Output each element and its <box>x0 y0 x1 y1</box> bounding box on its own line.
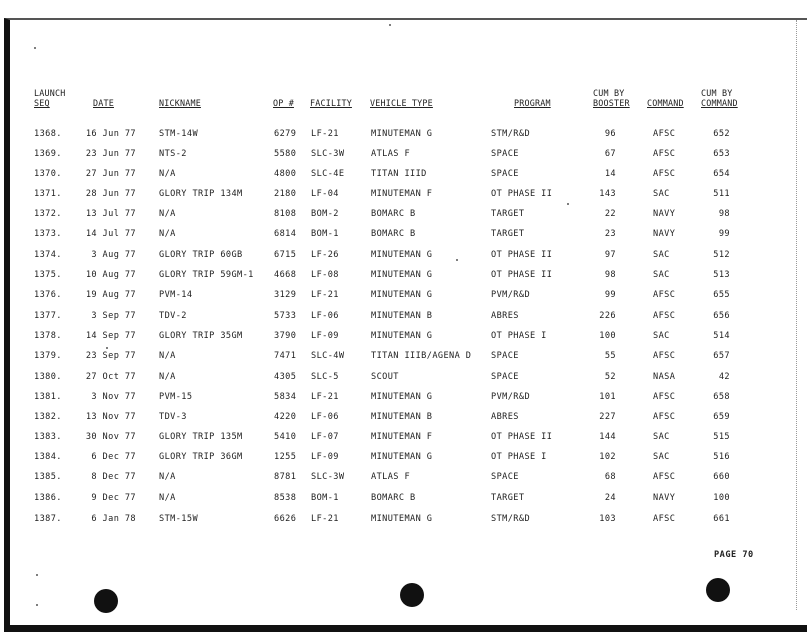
cell-date: 28 Jun 77 <box>85 189 136 199</box>
table-row <box>0 270 811 281</box>
cell-program: SPACE <box>491 351 519 361</box>
cell-date: 8 Dec 77 <box>91 472 136 482</box>
cell-vehicle: MINUTEMAN G <box>371 392 433 402</box>
cell-nickname: GLORY TRIP 60GB <box>159 250 243 260</box>
cell-command: NAVY <box>653 229 676 239</box>
cell-vehicle: BOMARC B <box>371 209 416 219</box>
cell-command: AFSC <box>653 514 676 524</box>
cell-facility: LF-07 <box>311 432 339 442</box>
cell-program: STM/R&D <box>491 129 531 139</box>
cell-cum-command: 654 <box>713 169 730 179</box>
cell-op: 8781 <box>274 472 297 482</box>
cell-nickname: GLORY TRIP 35GM <box>159 331 243 341</box>
cell-program: SPACE <box>491 149 519 159</box>
cell-facility: SLC-5 <box>311 372 339 382</box>
cell-nickname: PVM-14 <box>159 290 193 300</box>
cell-cum-booster: 68 <box>604 472 616 482</box>
cell-nickname: GLORY TRIP 36GM <box>159 452 243 462</box>
cell-facility: SLC-3W <box>311 472 345 482</box>
cell-cum-command: 514 <box>713 331 730 341</box>
cell-command: AFSC <box>653 351 676 361</box>
cell-cum-command: 653 <box>713 149 730 159</box>
cell-cum-command: 516 <box>713 452 730 462</box>
cell-nickname: N/A <box>159 351 176 361</box>
cell-vehicle: MINUTEMAN G <box>371 290 433 300</box>
cell-program: PVM/R&D <box>491 392 531 402</box>
cell-program: OT PHASE II <box>491 189 553 199</box>
scan-speck <box>567 203 569 205</box>
cell-op: 3790 <box>274 331 297 341</box>
cell-op: 6626 <box>274 514 297 524</box>
table-row <box>0 432 811 443</box>
cell-facility: BOM-1 <box>311 229 339 239</box>
scan-speck <box>34 47 36 49</box>
cell-vehicle: MINUTEMAN G <box>371 452 433 462</box>
header-date: DATE <box>93 98 114 108</box>
cell-date: 13 Jul 77 <box>85 209 136 219</box>
cell-facility: LF-09 <box>311 452 339 462</box>
cell-seq: 1387. <box>34 514 62 524</box>
punch-hole <box>706 578 730 602</box>
cell-vehicle: BOMARC B <box>371 493 416 503</box>
cell-op: 5410 <box>274 432 297 442</box>
cell-date: 16 Jun 77 <box>85 129 136 139</box>
cell-op: 6279 <box>274 129 297 139</box>
cell-seq: 1369. <box>34 149 62 159</box>
cell-seq: 1373. <box>34 229 62 239</box>
cell-facility: SLC-3W <box>311 149 345 159</box>
cell-program: PVM/R&D <box>491 290 531 300</box>
header-seq: SEQ <box>34 98 50 108</box>
cell-command: SAC <box>653 250 670 260</box>
cell-date: 6 Jan 78 <box>91 514 136 524</box>
cell-facility: BOM-2 <box>311 209 339 219</box>
cell-vehicle: MINUTEMAN F <box>371 432 433 442</box>
cell-vehicle: MINUTEMAN G <box>371 514 433 524</box>
cell-program: TARGET <box>491 229 525 239</box>
cell-nickname: N/A <box>159 372 176 382</box>
cell-op: 5580 <box>274 149 297 159</box>
cell-op: 5834 <box>274 392 297 402</box>
cell-op: 4668 <box>274 270 297 280</box>
cell-date: 19 Aug 77 <box>85 290 136 300</box>
table-row <box>0 493 811 504</box>
cell-command: AFSC <box>653 412 676 422</box>
cell-command: NAVY <box>653 493 676 503</box>
cell-program: SPACE <box>491 169 519 179</box>
cell-date: 14 Jul 77 <box>85 229 136 239</box>
table-row <box>0 514 811 525</box>
table-row <box>0 129 811 140</box>
cell-cum-booster: 143 <box>599 189 616 199</box>
cell-seq: 1380. <box>34 372 62 382</box>
cell-date: 3 Nov 77 <box>91 392 136 402</box>
cell-program: ABRES <box>491 412 519 422</box>
cell-date: 6 Dec 77 <box>91 452 136 462</box>
cell-cum-booster: 101 <box>599 392 616 402</box>
table-row <box>0 412 811 423</box>
cell-date: 9 Dec 77 <box>91 493 136 503</box>
cell-command: SAC <box>653 270 670 280</box>
cell-seq: 1368. <box>34 129 62 139</box>
cell-nickname: N/A <box>159 229 176 239</box>
cell-cum-command: 652 <box>713 129 730 139</box>
table-row <box>0 392 811 403</box>
cell-vehicle: ATLAS F <box>371 472 411 482</box>
cell-vehicle: MINUTEMAN G <box>371 129 433 139</box>
cell-seq: 1385. <box>34 472 62 482</box>
header-command-cum: COMMAND <box>701 98 738 108</box>
cell-op: 6715 <box>274 250 297 260</box>
table-row <box>0 209 811 220</box>
header-launch: LAUNCH <box>34 88 66 98</box>
cell-cum-command: 513 <box>713 270 730 280</box>
cell-program: OT PHASE II <box>491 432 553 442</box>
punch-hole <box>400 583 424 607</box>
cell-vehicle: MINUTEMAN B <box>371 412 433 422</box>
cell-facility: LF-21 <box>311 514 339 524</box>
cell-command: AFSC <box>653 290 676 300</box>
cell-program: TARGET <box>491 209 525 219</box>
cell-nickname: TDV-2 <box>159 311 187 321</box>
cell-seq: 1376. <box>34 290 62 300</box>
cell-facility: LF-06 <box>311 412 339 422</box>
table-row <box>0 351 811 362</box>
cell-vehicle: BOMARC B <box>371 229 416 239</box>
header-op: OP # <box>273 98 294 108</box>
cell-command: AFSC <box>653 149 676 159</box>
cell-program: OT PHASE II <box>491 250 553 260</box>
cell-nickname: N/A <box>159 209 176 219</box>
cell-vehicle: MINUTEMAN G <box>371 250 433 260</box>
cell-command: AFSC <box>653 169 676 179</box>
cell-nickname: NTS-2 <box>159 149 187 159</box>
cell-facility: SLC-4W <box>311 351 345 361</box>
header-vehicle-type: VEHICLE TYPE <box>370 98 433 108</box>
cell-program: STM/R&D <box>491 514 531 524</box>
cell-cum-command: 100 <box>713 493 730 503</box>
scan-speck <box>456 259 458 261</box>
cell-cum-booster: 97 <box>604 250 616 260</box>
cell-date: 23 Sep 77 <box>85 351 136 361</box>
cell-cum-booster: 100 <box>599 331 616 341</box>
table-row <box>0 331 811 342</box>
table-row <box>0 229 811 240</box>
cell-nickname: N/A <box>159 169 176 179</box>
cell-command: SAC <box>653 432 670 442</box>
cell-program: OT PHASE I <box>491 331 547 341</box>
cell-date: 3 Aug 77 <box>91 250 136 260</box>
document-page-frame <box>4 18 807 632</box>
cell-facility: LF-21 <box>311 129 339 139</box>
cell-command: AFSC <box>653 392 676 402</box>
table-row <box>0 250 811 261</box>
table-row <box>0 472 811 483</box>
cell-cum-booster: 96 <box>604 129 616 139</box>
cell-cum-command: 655 <box>713 290 730 300</box>
cell-op: 5733 <box>274 311 297 321</box>
header-cum-by-command: CUM BY <box>701 88 733 98</box>
cell-facility: SLC-4E <box>311 169 345 179</box>
cell-cum-booster: 67 <box>604 149 616 159</box>
cell-facility: LF-04 <box>311 189 339 199</box>
cell-cum-booster: 144 <box>599 432 616 442</box>
cell-seq: 1384. <box>34 452 62 462</box>
cell-cum-command: 660 <box>713 472 730 482</box>
cell-nickname: N/A <box>159 472 176 482</box>
scan-speck <box>36 604 38 606</box>
cell-date: 3 Sep 77 <box>91 311 136 321</box>
cell-nickname: GLORY TRIP 135M <box>159 432 243 442</box>
cell-command: SAC <box>653 452 670 462</box>
cell-cum-command: 659 <box>713 412 730 422</box>
cell-cum-booster: 102 <box>599 452 616 462</box>
page-number: PAGE 70 <box>714 550 754 560</box>
cell-program: OT PHASE II <box>491 270 553 280</box>
cell-date: 30 Nov 77 <box>85 432 136 442</box>
cell-op: 8108 <box>274 209 297 219</box>
cell-cum-booster: 55 <box>604 351 616 361</box>
scan-speck <box>389 24 391 26</box>
cell-seq: 1381. <box>34 392 62 402</box>
cell-op: 4305 <box>274 372 297 382</box>
cell-program: OT PHASE I <box>491 452 547 462</box>
cell-command: NAVY <box>653 209 676 219</box>
cell-vehicle: MINUTEMAN G <box>371 270 433 280</box>
cell-cum-command: 42 <box>718 372 730 382</box>
table-row <box>0 311 811 322</box>
cell-seq: 1372. <box>34 209 62 219</box>
cell-cum-command: 512 <box>713 250 730 260</box>
cell-op: 8538 <box>274 493 297 503</box>
cell-date: 23 Jun 77 <box>85 149 136 159</box>
cell-program: ABRES <box>491 311 519 321</box>
cell-cum-command: 658 <box>713 392 730 402</box>
cell-seq: 1386. <box>34 493 62 503</box>
cell-date: 27 Oct 77 <box>85 372 136 382</box>
cell-op: 7471 <box>274 351 297 361</box>
cell-command: AFSC <box>653 311 676 321</box>
cell-cum-command: 98 <box>718 209 730 219</box>
cell-cum-booster: 98 <box>604 270 616 280</box>
cell-command: AFSC <box>653 129 676 139</box>
cell-vehicle: SCOUT <box>371 372 399 382</box>
scan-speck <box>36 574 38 576</box>
cell-date: 14 Sep 77 <box>85 331 136 341</box>
punch-hole <box>94 589 118 613</box>
cell-nickname: STM-14W <box>159 129 199 139</box>
cell-op: 6814 <box>274 229 297 239</box>
cell-cum-booster: 14 <box>604 169 616 179</box>
cell-cum-booster: 99 <box>604 290 616 300</box>
cell-seq: 1377. <box>34 311 62 321</box>
cell-vehicle: TITAN IIIB/AGENA D <box>371 351 472 361</box>
cell-op: 1255 <box>274 452 297 462</box>
cell-cum-command: 657 <box>713 351 730 361</box>
table-row <box>0 290 811 301</box>
cell-nickname: N/A <box>159 493 176 503</box>
header-nickname: NICKNAME <box>159 98 201 108</box>
cell-seq: 1375. <box>34 270 62 280</box>
cell-cum-command: 99 <box>718 229 730 239</box>
cell-vehicle: MINUTEMAN F <box>371 189 433 199</box>
cell-command: SAC <box>653 189 670 199</box>
cell-facility: LF-09 <box>311 331 339 341</box>
cell-seq: 1382. <box>34 412 62 422</box>
cell-cum-booster: 226 <box>599 311 616 321</box>
cell-facility: LF-21 <box>311 290 339 300</box>
cell-facility: BOM-1 <box>311 493 339 503</box>
cell-seq: 1378. <box>34 331 62 341</box>
cell-facility: LF-21 <box>311 392 339 402</box>
cell-cum-booster: 227 <box>599 412 616 422</box>
cell-facility: LF-06 <box>311 311 339 321</box>
cell-date: 13 Nov 77 <box>85 412 136 422</box>
table-row <box>0 452 811 463</box>
cell-nickname: TDV-3 <box>159 412 187 422</box>
cell-facility: LF-08 <box>311 270 339 280</box>
cell-cum-booster: 23 <box>604 229 616 239</box>
header-booster: BOOSTER <box>593 98 630 108</box>
cell-date: 10 Aug 77 <box>85 270 136 280</box>
cell-facility: LF-26 <box>311 250 339 260</box>
cell-op: 3129 <box>274 290 297 300</box>
cell-seq: 1379. <box>34 351 62 361</box>
cell-nickname: GLORY TRIP 59GM-1 <box>159 270 254 280</box>
table-row <box>0 372 811 383</box>
cell-program: SPACE <box>491 372 519 382</box>
table-row <box>0 149 811 160</box>
cell-op: 4220 <box>274 412 297 422</box>
cell-vehicle: TITAN IIID <box>371 169 427 179</box>
cell-seq: 1370. <box>34 169 62 179</box>
header-command: COMMAND <box>647 98 684 108</box>
cell-date: 27 Jun 77 <box>85 169 136 179</box>
cell-command: SAC <box>653 331 670 341</box>
cell-vehicle: MINUTEMAN B <box>371 311 433 321</box>
table-row <box>0 189 811 200</box>
cell-cum-command: 515 <box>713 432 730 442</box>
cell-cum-booster: 52 <box>604 372 616 382</box>
cell-seq: 1371. <box>34 189 62 199</box>
cell-cum-command: 661 <box>713 514 730 524</box>
cell-cum-command: 511 <box>713 189 730 199</box>
cell-program: TARGET <box>491 493 525 503</box>
table-row <box>0 169 811 180</box>
header-program: PROGRAM <box>514 98 551 108</box>
cell-nickname: STM-15W <box>159 514 199 524</box>
cell-command: AFSC <box>653 472 676 482</box>
cell-seq: 1374. <box>34 250 62 260</box>
cell-cum-booster: 22 <box>604 209 616 219</box>
cell-program: SPACE <box>491 472 519 482</box>
header-cum-by: CUM BY <box>593 88 625 98</box>
scan-speck <box>106 347 108 349</box>
cell-cum-booster: 103 <box>599 514 616 524</box>
cell-command: NASA <box>653 372 676 382</box>
cell-seq: 1383. <box>34 432 62 442</box>
cell-vehicle: MINUTEMAN G <box>371 331 433 341</box>
cell-vehicle: ATLAS F <box>371 149 411 159</box>
cell-op: 4800 <box>274 169 297 179</box>
cell-op: 2180 <box>274 189 297 199</box>
cell-cum-command: 656 <box>713 311 730 321</box>
header-facility: FACILITY <box>310 98 352 108</box>
cell-cum-booster: 24 <box>604 493 616 503</box>
cell-nickname: GLORY TRIP 134M <box>159 189 243 199</box>
cell-nickname: PVM-15 <box>159 392 193 402</box>
